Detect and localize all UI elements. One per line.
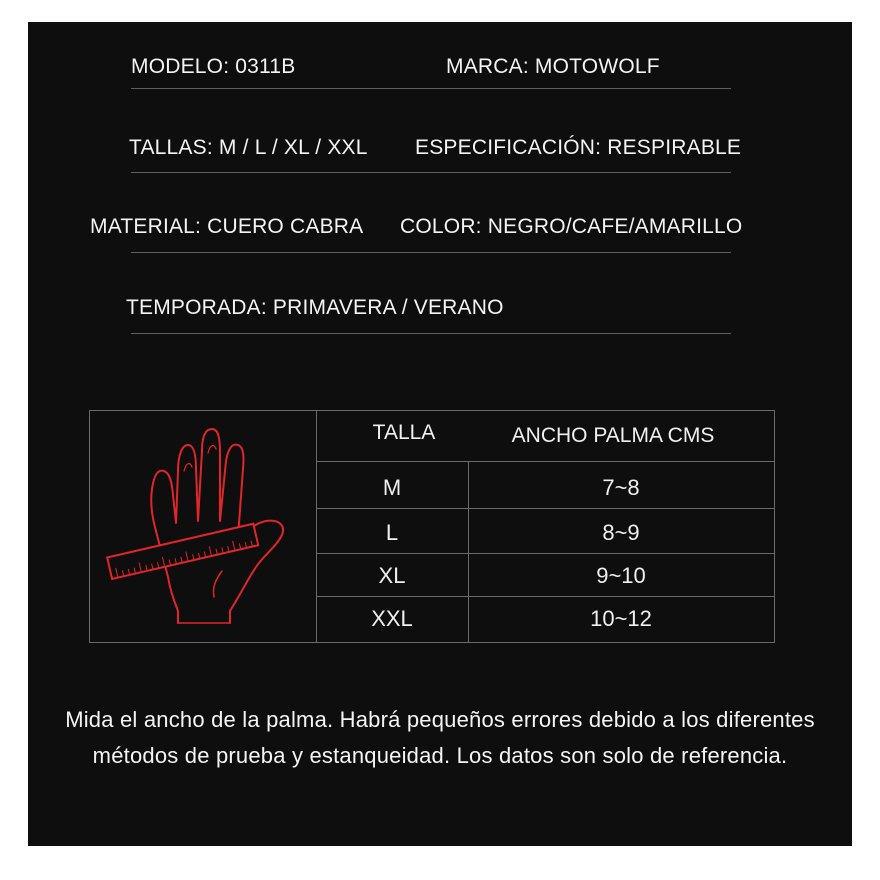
hand-measure-icon — [90, 411, 316, 642]
spec-material: MATERIAL: CUERO CABRA — [90, 215, 364, 238]
divider — [131, 333, 731, 334]
cell-ancho: 10~12 — [590, 606, 652, 631]
spec-especificacion: ESPECIFICACIÓN: RESPIRABLE — [415, 136, 742, 159]
cell-talla: L — [385, 520, 399, 545]
table-divider — [316, 461, 774, 462]
cell-talla: XXL — [371, 606, 413, 631]
spec-marca: MARCA: MOTOWOLF — [446, 55, 660, 78]
cell-ancho: 9~10 — [596, 563, 646, 588]
cell-talla: M — [382, 475, 402, 500]
spec-temporada: TEMPORADA: PRIMAVERA / VERANO — [126, 296, 504, 319]
table-divider — [316, 596, 774, 597]
cell-ancho: 7~8 — [602, 475, 640, 500]
size-table — [89, 410, 775, 643]
spec-color: COLOR: NEGRO/CAFE/AMARILLO — [400, 215, 743, 238]
header-talla: TALLA — [372, 421, 436, 444]
cell-ancho: 8~9 — [602, 520, 640, 545]
divider — [131, 88, 731, 89]
product-spec-panel — [28, 22, 852, 846]
header-ancho-palma: ANCHO PALMA CMS — [511, 424, 715, 447]
table-divider — [316, 508, 774, 509]
divider — [131, 172, 731, 173]
cell-talla: XL — [378, 563, 406, 588]
divider — [131, 252, 731, 253]
spec-tallas: TALLAS: M / L / XL / XXL — [129, 136, 368, 159]
table-divider — [316, 553, 774, 554]
measurement-note: Mida el ancho de la palma. Habrá pequeños errores debido a los diferentes métodos de prueba y estanqueidad. Los datos son solo de referencia. — [65, 707, 815, 768]
spec-modelo: MODELO: 0311B — [131, 55, 296, 78]
